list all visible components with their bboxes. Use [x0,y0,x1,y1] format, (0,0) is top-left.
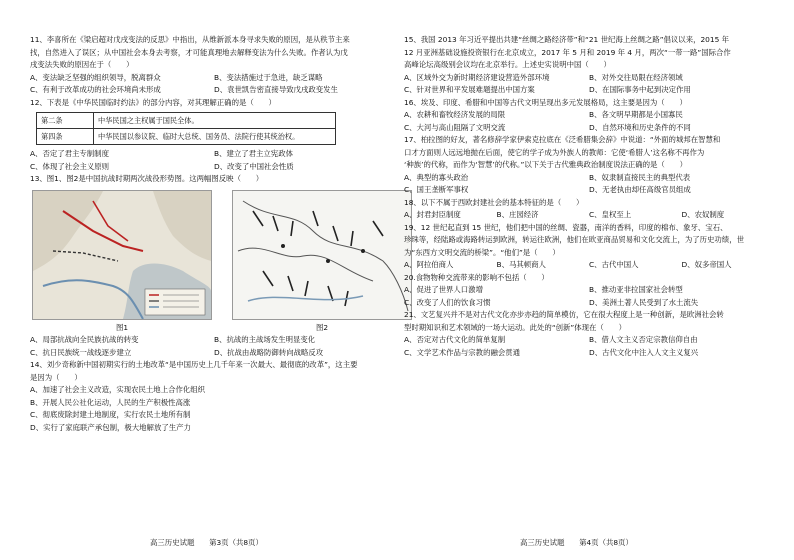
table-row [37,129,336,145]
option-b: B、奴隶制直接民主的典型代表 [589,172,691,182]
constitution-table [36,112,336,145]
war-map-2-image [233,191,411,319]
question-text: 15、我国 2013 年习近平提出共建“丝绸之路经济带”和“21 世纪海上丝绸之路”倡议以来，2015 年 [404,35,730,44]
option-c: C、有利于改革成功的社会环境尚未形成 [30,85,161,94]
question-text: 是因为（ ） [30,372,82,382]
option-a: A、变法缺乏坚强的组织领导，脱离群众 [30,72,161,82]
question-text: 18、以下不属于西欧封建社会的基本特征的是（ ） [404,197,584,207]
option-a: A、否定对古代文化的简单复制 [404,335,506,344]
page-footer-left: 高三历史试题 第3页（共8页） [150,538,263,547]
figure-1 [32,190,212,335]
question-text: 11、李喜所在《梁启超对戊戌变法的反思》中指出，从维新派本身寻求失败的原因，是从秩节主来 [30,35,350,44]
map-figure-2 [232,190,412,320]
option-d: D、袁世凯告密直接导致戊戌政变发生 [214,85,338,94]
question-15 [404,34,766,97]
question-text: 16、埃及、印度、希腊和中国等古代文明呈现出多元发展格局，这主要是因为（ ） [404,97,687,107]
option-d: D、自然环境和历史条件的不同 [589,122,691,132]
table-cell: 第二条 [37,113,94,129]
option-d: D、美洲土著人民受到了水土流失 [589,297,699,307]
option-a: A、封君封臣制度 [404,210,461,219]
question-text: 13、图1、图2是中国抗战时期两次战役形势图。这两幅图反映（ ） [30,174,264,183]
question-text: 17、柏拉图的好友，著名修辞学家伊索克拉底在《泛希腊集会辞》中说道：“外面的城邦在智慧和 [404,135,721,144]
question-text: 21、文艺复兴并不是对古代文化亦步亦趋的简单模仿，它在很大程度上是一种创新，是欧洲社会转 [404,310,724,319]
question-text: 戌变法失败的原因在于（ ） [30,60,134,69]
option-c: C、古代中国人 [589,260,639,269]
question-text: 为“东西方文明交流的桥梁”。“他们”是（ ） [404,247,560,257]
question-text: 12 月亚洲基础设施投资银行在北京成立，2017 年 5 月和 2019 年 4 月，两次“一带一路”国际合作 [404,47,731,57]
question-17 [404,134,766,197]
option-a: A、否定了君主专制制度 [30,149,109,158]
option-d: D、在国际事务中起到决定作用 [589,85,691,94]
option-a: A、阿拉伯商人 [404,260,454,269]
option-b: B、对外交往局限在经济领域 [589,72,683,82]
question-text: 型时期知识和艺术领域的一场大运动。此处的“创新”体现在（ ） [404,322,626,332]
option-c: C、改变了人们的饮食习惯 [404,297,491,307]
question-11 [30,34,390,97]
table-row [37,113,336,129]
option-c: C、体现了社会主义原则 [30,161,110,171]
option-b: B、开展人民公社化运动，人民的生产积极性高涨 [30,397,191,407]
question-text: 口才方面则人远远地抛在后面，使它的学子成为外族人的教师：它使‘希腊人’这名称不再作为 [404,147,705,157]
option-d: D、奴多帝国人 [681,260,732,269]
question-21 [404,309,766,359]
question-text: 找，自然进入了误区；从中国社会本身去考察，才可能真理地去解释变法为什么失败。作者认为戊 [30,47,348,57]
option-d: D、农奴制度 [681,210,725,219]
question-16 [404,97,766,135]
option-c: C、皇权至上 [589,210,632,219]
option-b: B、抗战的主战场发生明显变化 [214,335,316,344]
question-19 [404,222,766,272]
question-text: 19、12 世纪起直到 15 世纪，他们把中国的丝绸、瓷器，南洋的香料，印度的棉布、象牙、宝石、 [404,222,728,232]
figure-2 [232,190,412,335]
question-13 [30,173,390,359]
question-20 [404,272,766,310]
option-b: B、马其顿商人 [496,260,546,269]
option-a: A、促进了世界人口激增 [404,285,483,294]
question-text: 12、下表是《中华民国临时约法》的部分内容，对其理解正确的是（ ） [30,97,276,107]
option-b: B、各文明早期都是小国寡民 [589,110,683,119]
option-b: B、变法措施过于急进，缺乏谋略 [214,72,323,82]
option-d: D、实行了家庭联产承包制，极大地解放了生产力 [30,422,191,432]
table-cell: 中华民国之主权属于国民全体。 [94,113,336,129]
option-c: C、大河与高山阻隔了文明交流 [404,122,506,132]
option-a: A、局部抗战向全民族抗战的转变 [30,335,139,344]
option-a: A、典型的寡头政治 [404,172,469,182]
option-b: B、借人文主义否定宗教信仰自由 [589,335,698,344]
question-text: 20.食物物种交流带来的影响不包括（ ） [404,272,549,282]
figure-caption: 图1 [115,322,129,332]
option-b: B、庄园经济 [496,210,539,219]
map-figure-1 [32,190,212,320]
question-14 [30,359,390,434]
option-b: B、推动亚非拉国家社会转型 [589,285,683,294]
page-footer-right: 高三历史试题 第4页（共8页） [520,538,633,547]
question-12 [30,97,390,174]
right-column [404,34,766,359]
question-text: 14、刘少奇称新中国初期实行的土地改革“是中国历史上几千年来一次最大、最彻底的改革”，这主要 [30,360,358,369]
question-text: ‘种族’的代称，而作为‘智慧’的代称。”以下关于古代雅典政治制度说法正确的是（ ） [404,160,687,169]
option-a: A、区域外交为新时期经济建设营造外部环境 [404,72,550,82]
option-d: D、改变了中国社会性质 [214,161,294,171]
option-d: D、抗战由战略防御转向战略反攻 [214,347,324,357]
left-column [30,34,390,434]
question-18 [404,197,766,222]
option-b: B、建立了君主立宪政体 [214,149,293,158]
figure-caption: 图2 [315,322,329,332]
option-a: A、加速了社会主义改造，实现农民土地上合作化组织 [30,385,206,394]
option-c: C、文学艺术作品与宗教的融会贯通 [404,347,521,357]
option-c: C、针对世界和平发展难题提出中国方案 [404,85,535,94]
option-d: D、无老执由却任高级官员组成 [589,185,691,194]
table-cell: 中华民国以参议院、临时大总统、国务员、法院行使其统治权。 [94,129,336,145]
option-c: C、抗日民族统一战线逐步建立 [30,347,132,357]
table-cell: 第四条 [37,129,94,145]
war-map-1-image [33,191,211,319]
question-text: 珍珠等，经陆路或海路转运到欧洲，转运往欧洲，他们在欧亚商品贸易和文化交流上，为了历史功绩，世 [404,235,744,244]
option-d: D、古代文化中注入人文主义复兴 [589,347,699,357]
option-c: C、彻底废除封建土地制度，实行农民土地所有制 [30,410,191,419]
option-a: A、农耕和畜牧经济发展的局限 [404,110,506,119]
option-c: C、国王垄断军事权 [404,185,469,194]
question-text: 高峰论坛高级别会议均在北京举行。上述史实说明中国（ ） [404,60,611,69]
